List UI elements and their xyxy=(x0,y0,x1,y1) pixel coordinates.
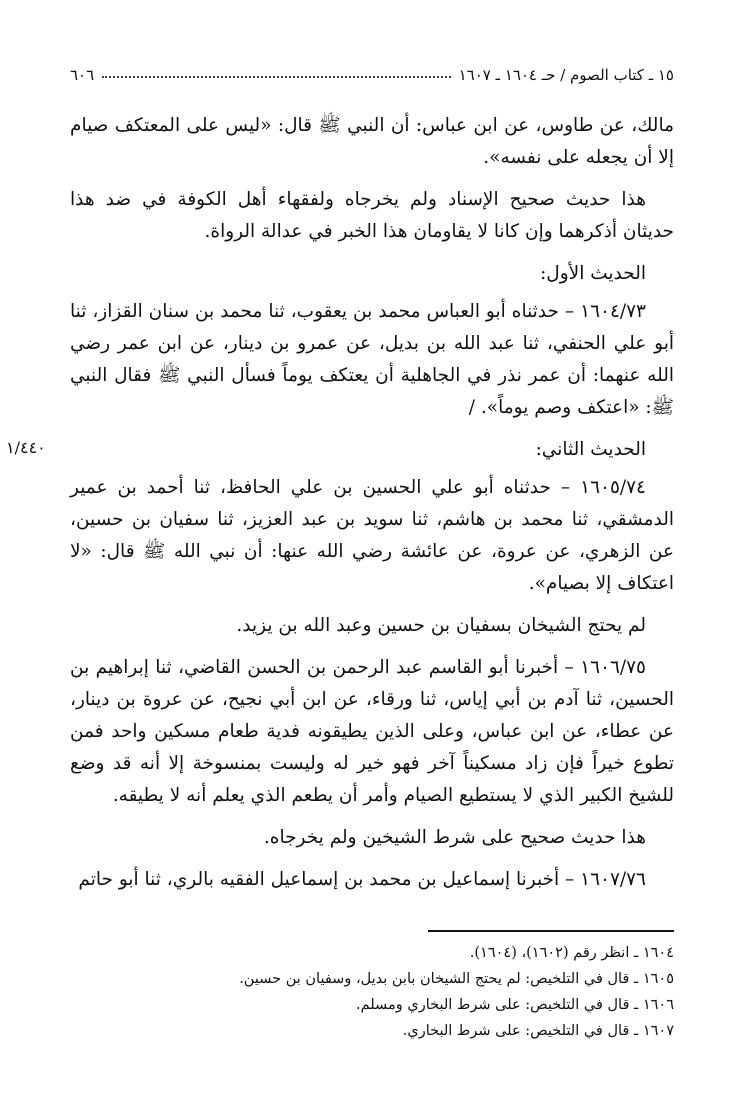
hadith-1607: ١٦٠٧/٧٦ – أخبرنا إسماعيل بن محمد بن إسماعيل الفقيه بالري، ثنا أبو حاتم xyxy=(78,869,646,890)
margin-folio-note: ١/٤٤٠ xyxy=(6,438,46,457)
hadith-1605: ١٦٠٥/٧٤ – حدثناه أبو علي الحسين بن علي الحافظ، ثنا أحمد بن عمير الدمشقي، ثنا محمد بن هاشم، ثنا سويد بن عبد العزيز، ثنا سفيان بن حسين، عن الزهري، عن عروة، عن عائشة رضي الله عنها: أن نبي الله ﷺ قال: «لا اعتكاف إلا بصيام». xyxy=(70,477,674,594)
paragraph-commentary: هذا حديث صحيح الإسناد ولم يخرجاه ولفقهاء أهل الكوفة في ضد هذا حديثان أذكرهما وإن كانا لا يقاومان هذا الخبر في عدالة الرواة. xyxy=(70,189,674,242)
page-number: ٦٠٦ xyxy=(70,66,95,84)
hadith-1606: ١٦٠٦/٧٥ – أخبرنا أبو القاسم عبد الرحمن بن الحسن القاضي، ثنا إبراهيم بن الحسين، ثنا آدم بن أبي إياس، ثنا ورقاء، عن ابن أبي نجيح، عن عروة بن دينار، عن عطاء، عن ابن عباس، وعلى الذين يطيقونه فدية طعام مسكين واحد فمن تطوع خيراً فإن زاد مسكيناً آخر فهو خير له وليست بمنسوخة إلا أنه قد وضع للشيخ الكبير الذي لا يستطيع الصيام وأمر أن يطعم الذي يعلم أنه لا يطيقه. xyxy=(70,657,674,806)
section-heading-second: الحديث الثاني: xyxy=(535,439,646,460)
footnote-1607: ١٦٠٧ ـ قال في التلخيص: على شرط البخاري. xyxy=(402,1023,674,1039)
footnote-1604: ١٦٠٤ ـ انظر رقم (١٦٠٢)، (١٦٠٤). xyxy=(469,945,674,961)
footnote-separator xyxy=(428,930,674,932)
main-text xyxy=(70,110,674,906)
paragraph-continuation: مالك، عن طاوس، عن ابن عباس: أن النبي ﷺ قال: «ليس على المعتكف صيام إلا أن يجعله على نفسه». xyxy=(70,115,674,168)
hadith-1604: ١٦٠٤/٧٣ – حدثناه أبو العباس محمد بن يعقوب، ثنا محمد بن سنان القزاز، ثنا أبو علي الحنفي، ثنا عبد الله بن بديل، عن عمرو بن دينار، عن ابن عمر رضي الله عنهما: أن عمر نذر في الجاهلية أن يعتكف يوماً فسأل النبي ﷺ فقال النبي ﷺ: «اعتكف وصم يوماً». / xyxy=(70,301,674,418)
footnote-1606: ١٦٠٦ ـ قال في التلخيص: على شرط البخاري ومسلم. xyxy=(356,997,674,1013)
footnote-1605: ١٦٠٥ ـ قال في التلخيص: لم يحتج الشيخان بابن بديل، وسفيان بن حسين. xyxy=(239,971,674,987)
footnotes xyxy=(70,940,674,1044)
header-dot-leader xyxy=(102,76,450,78)
running-header xyxy=(70,62,674,88)
paragraph-note-1606: هذا حديث صحيح على شرط الشيخين ولم يخرجاه. xyxy=(263,827,646,848)
section-heading-first: الحديث الأول: xyxy=(540,263,646,284)
paragraph-note-1605: لم يحتج الشيخان بسفيان بن حسين وعبد الله بن يزيد. xyxy=(236,615,646,636)
header-title: ١٥ ـ كتاب الصوم / حـ ١٦٠٤ ـ ١٦٠٧ xyxy=(458,66,674,84)
